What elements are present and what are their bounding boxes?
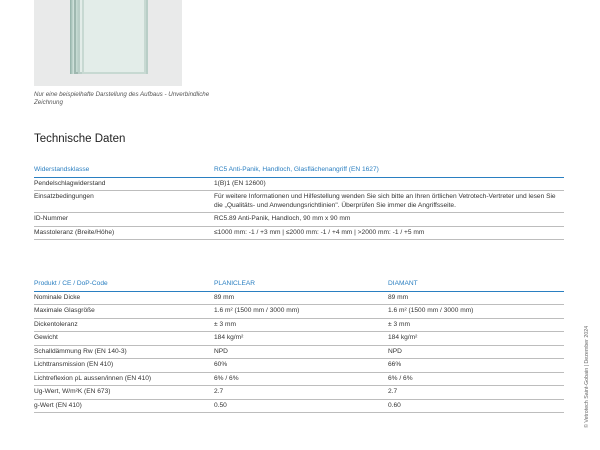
table-row	[34, 226, 564, 240]
row-label: Masstoleranz (Breite/Höhe)	[34, 226, 214, 240]
row-value: 1.6 m² (1500 mm / 3000 mm)	[214, 305, 388, 319]
row-label: ID-Nummer	[34, 213, 214, 227]
row-value: 89 mm	[214, 291, 388, 305]
row-label: Dickentoleranz	[34, 318, 214, 332]
table-row	[34, 213, 564, 227]
row-value: 2.7	[214, 386, 388, 400]
header-cell: Produkt / CE / DoP-Code	[34, 278, 214, 291]
row-value: 66%	[388, 359, 564, 373]
row-value: Für weitere Informationen und Hilfestellung wenden Sie sich bitte an Ihren örtlichen Vetrotech-Vertreter und lesen Sie die „Qualitäts- und Anwendungsrichtlinien". Überprüfen Sie immer die Angriffsseite.	[214, 191, 564, 213]
table-row	[34, 332, 564, 346]
row-label: Lichtreflexion ρL aussen/innen (EN 410)	[34, 372, 214, 386]
row-label: Pendelschlagwiderstand	[34, 177, 214, 191]
product-table	[34, 278, 564, 413]
table-header-row	[34, 164, 564, 177]
row-label: Schalldämmung Rw (EN 140-3)	[34, 345, 214, 359]
row-value: 184 kg/m²	[214, 332, 388, 346]
header-cell: Widerstandsklasse	[34, 164, 214, 177]
header-cell: RC5 Anti-Panik, Handloch, Glasflächenangriff (EN 1627)	[214, 164, 564, 177]
row-value: NPD	[388, 345, 564, 359]
row-value: 6% / 6%	[388, 372, 564, 386]
row-label: Nominale Dicke	[34, 291, 214, 305]
table-row	[34, 359, 564, 373]
row-value: 0.60	[388, 399, 564, 413]
header-cell: DIAMANT	[388, 278, 564, 291]
illustration-caption: Nur eine beispielhafte Darstellung des Aufbaus - Unverbindliche Zeichnung	[34, 91, 210, 106]
table-row	[34, 305, 564, 319]
row-value: 2.7	[388, 386, 564, 400]
row-label: Gewicht	[34, 332, 214, 346]
table-row	[34, 386, 564, 400]
header-cell: PLANICLEAR	[214, 278, 388, 291]
copyright-text: © Vetrotech Saint-Gobain | Dezember 2024	[584, 325, 590, 428]
row-value: 1(B)1 (EN 12600)	[214, 177, 564, 191]
resistance-table	[34, 164, 564, 240]
row-value: 6% / 6%	[214, 372, 388, 386]
row-value: 0.50	[214, 399, 388, 413]
table-row	[34, 177, 564, 191]
row-value: 89 mm	[388, 291, 564, 305]
table-row	[34, 399, 564, 413]
row-value: RC5.89 Anti-Panik, Handloch, 90 mm x 90 mm	[214, 213, 564, 227]
table-row	[34, 345, 564, 359]
table-row	[34, 318, 564, 332]
table-row	[34, 291, 564, 305]
product-illustration	[34, 0, 182, 86]
table-header-row	[34, 278, 564, 291]
row-value: ≤1000 mm: -1 / +3 mm | ≤2000 mm: -1 / +4 mm | >2000 mm: -1 / +5 mm	[214, 226, 564, 240]
row-label: Einsatzbedingungen	[34, 191, 214, 213]
row-value: 1.6 m² (1500 mm / 3000 mm)	[388, 305, 564, 319]
row-label: Maximale Glasgröße	[34, 305, 214, 319]
row-label: Ug-Wert, W/m²K (EN 673)	[34, 386, 214, 400]
row-value: 60%	[214, 359, 388, 373]
row-value: ± 3 mm	[214, 318, 388, 332]
table-row	[34, 191, 564, 213]
row-label: g-Wert (EN 410)	[34, 399, 214, 413]
section-heading: Technische Daten	[34, 133, 126, 145]
row-value: NPD	[214, 345, 388, 359]
row-value: 184 kg/m²	[388, 332, 564, 346]
row-label: Lichttransmission (EN 410)	[34, 359, 214, 373]
row-value: ± 3 mm	[388, 318, 564, 332]
glass-pane	[82, 0, 146, 74]
table-row	[34, 372, 564, 386]
copyright-sidebar	[584, 300, 594, 430]
